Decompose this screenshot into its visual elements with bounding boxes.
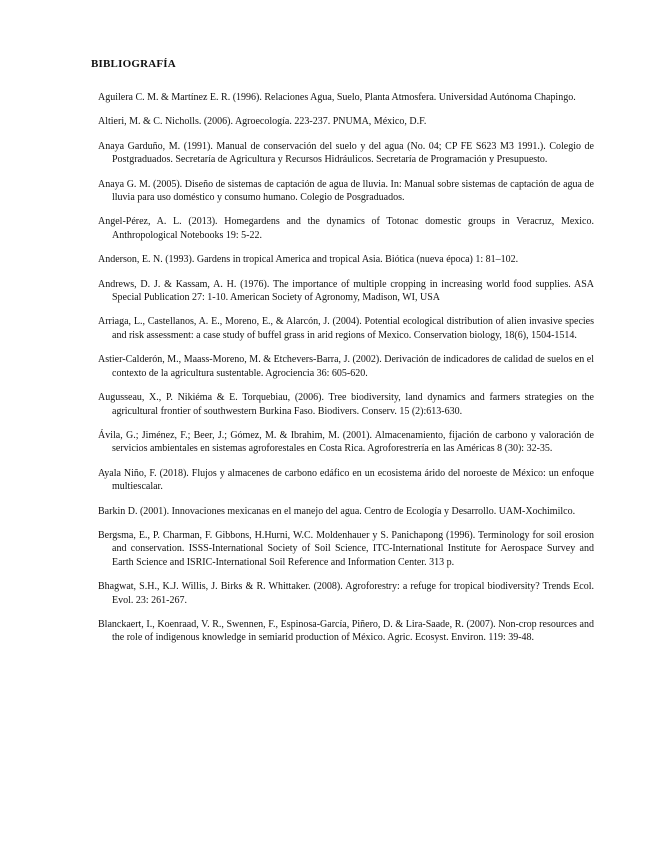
reference-entry: Arriaga, L., Castellanos, A. E., Moreno, E., & Alarcón, J. (2004). Potential ecological distribution of alien invasive species and risk assessment: a case study of buffel grass in arid regions of Mexico. Conservation biology, 18(6), 1504-1514.: [98, 316, 594, 341]
reference-entry: Astier-Calderón, M., Maass-Moreno, M. & Etchevers-Barra, J. (2002). Derivación de indicadores de calidad de suelos en el contexto de la agricultura sustentable. Agrociencia 36: 605-620.: [98, 354, 594, 379]
reference-entry: Anaya G. M. (2005). Diseño de sistemas de captación de agua de lluvia. In: Manual sobre sistemas de captación de agua de lluvia para uso doméstico y consumo humano. Colegio de Posgraduados.: [98, 178, 594, 204]
reference-entry: Ayala Niño, F. (2018). Flujos y almacenes de carbono edáfico en un ecosistema árido del noroeste de México: un enfoque multiescalar.: [98, 467, 594, 493]
section-heading: BIBLIOGRAFÍA: [91, 58, 176, 70]
reference-entry: Aguilera C. M. & Martínez E. R. (1996). Relaciones Agua, Suelo, Planta Atmosfera. Universidad Autónoma Chapingo.: [98, 92, 576, 103]
reference-entry: Augusseau, X., P. Nikiéma & E. Torquebiau, (2006). Tree biodiversity, land dynamics and farmers strategies on the agricultural frontier of southwestern Burkina Faso. Biodivers. Conserv. 15 (2):613-630.: [98, 392, 594, 417]
reference-entry: Barkin D. (2001). Innovaciones mexicanas en el manejo del agua. Centro de Ecología y Desarrollo. UAM-Xochimilco.: [98, 505, 576, 517]
reference-entry: Blanckaert, I., Koenraad, V. R., Swennen, F., Espinosa-García, Piñero, D. & Lira-Saade, R. (2007). Non-crop resources and the role of indigenous knowledge in semiarid production of México. Agric. Ecosyst. Environ. 119: 39-48.: [98, 618, 594, 644]
reference-entry: Bhagwat, S.H., K.J. Willis, J. Birks & R. Whittaker. (2008). Agroforestry: a refuge for tropical biodiversity? Trends Ecol. Evol. 23: 261-267.: [98, 581, 594, 606]
reference-entry: Andrews, D. J. & Kassam, A. H. (1976). The importance of multiple cropping in increasing world food supplies. ASA Special Publication 27: 1-10. American Society of Agronomy, Madison, WI, USA: [98, 278, 594, 304]
reference-entry: Ávila, G.; Jiménez, F.; Beer, J.; Gómez, M. & Ibrahim, M. (2001). Almacenamiento, fijación de carbono y valoración de servicios ambientales en sistemas agroforestales en Costa Rica. Agroforestrería en las Américas 8 (30): 32-35.: [98, 429, 594, 455]
reference-entry: Anderson, E. N. (1993). Gardens in tropical America and tropical Asia. Biótica (nueva época) 1: 81–102.: [98, 254, 519, 266]
reference-entry: Angel-Pérez, A. L. (2013). Homegardens and the dynamics of Totonac domestic groups in Veracruz, Mexico. Anthropological Notebooks 19: 5-22.: [98, 216, 594, 241]
reference-list: [98, 91, 594, 656]
reference-entry: Altieri, M. & C. Nicholls. (2006). Agroecología. 223-237. PNUMA, México, D.F.: [98, 116, 427, 128]
reference-entry: Bergsma, E., P. Charman, F. Gibbons, H.Hurni, W.C. Moldenhauer y S. Panichapong (1996). Terminology for soil erosion and conservation. ISSS-International Society of Soil Science, ITC-International Institute for Aerospace Survey and Earth Science and ISRIC-International Soil Reference and Information Center. 313 p.: [98, 529, 594, 568]
reference-entry: Anaya Garduño, M. (1991). Manual de conservación del suelo y del agua (No. 04; CP FE S623 M3 1991.). Colegio de Postgraduados. Secretaría de Agricultura y Recursos Hidráulicos. Secretaría de Programación y Presupuesto.: [98, 140, 594, 166]
